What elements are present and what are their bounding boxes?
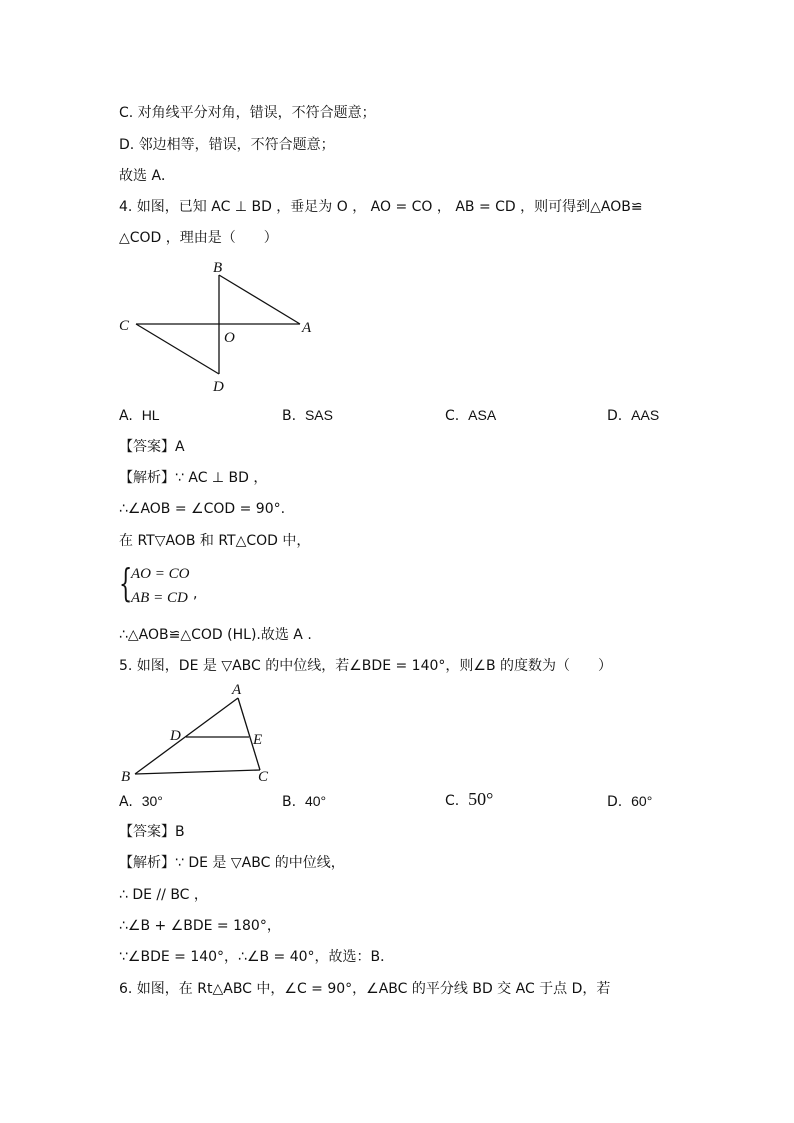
q4-system-eq1: AO = CO (131, 566, 190, 582)
q4-line-cd (136, 324, 219, 374)
q5-line-ab (135, 698, 238, 774)
q3-option-d-analysis: D. 邻边相等，错误，不符合题意； (119, 137, 335, 153)
q4-label-o: O (224, 330, 235, 346)
q4-line-ba (219, 275, 300, 324)
q5-option-b: B. 40° (282, 793, 327, 810)
q5-analysis-3: ∴∠B + ∠BDE = 180°， (119, 918, 281, 934)
q4-conclusion: ∴△AOB≌△COD (HL).故选 A . (119, 627, 312, 643)
q5-option-d: D. 60° (607, 793, 653, 810)
q5-line-bc (135, 770, 260, 774)
q5-answer: 【答案】B (119, 824, 185, 840)
q5-analysis-2: ∴ DE // BC ， (119, 887, 208, 903)
q4-system-eq2: AB = CD (131, 590, 188, 606)
q5-option-c: C. 50° (445, 789, 494, 809)
q3-choose: 故选 A． (119, 168, 176, 184)
q4-figure (115, 255, 325, 395)
q5-stem: 5. 如图，DE 是 ▽ABC 的中位线，若∠BDE = 140°，则∠B 的度数为（ ） (119, 658, 612, 674)
q5-label-b: B (121, 769, 131, 785)
q6-stem: 6. 如图，在 Rt△ABC 中，∠C = 90°，∠ABC 的平分线 BD 交 AC 于点 D，若 (119, 981, 611, 997)
q4-analysis-2: ∴∠AOB = ∠COD = 90°. (119, 501, 286, 517)
q5-label-a: A (232, 682, 242, 698)
q4-option-d: D. AAS (607, 407, 660, 424)
q4-label-d: D (213, 379, 224, 395)
q4-label-c: C (119, 318, 130, 334)
q5-label-d: D (170, 728, 181, 744)
q4-stem-line2: △COD ，理由是（ ） (119, 230, 278, 246)
q4-analysis-3: 在 RT▽AOB 和 RT△COD 中， (119, 533, 311, 549)
q4-option-b: B. SAS (282, 407, 333, 424)
q3-option-c-analysis: C. 对角线平分对角，错误，不符合题意； (119, 105, 376, 121)
q4-stem-line1: 4. 如图，已知 AC ⊥ BD ，垂足为 O ， AO = CO ， AB = CD ，则可得到△AOB≌ (119, 199, 643, 215)
q5-label-c: C (258, 769, 269, 785)
q5-figure (115, 678, 280, 788)
q5-option-a: A. 30° (119, 793, 163, 810)
q4-option-a: A. HL (119, 407, 160, 424)
q5-label-e: E (253, 732, 263, 748)
q4-analysis-1: 【解析】∵ AC ⊥ BD ， (119, 470, 268, 486)
q5-analysis-4: ∵∠BDE = 140°，∴∠B = 40°，故选：B． (119, 949, 395, 965)
q4-label-b: B (213, 260, 223, 276)
q5-analysis-1: 【解析】∵ DE 是 ▽ABC 的中位线， (119, 855, 345, 871)
q4-system-comma: , (193, 586, 198, 602)
q4-option-c: C. ASA (445, 407, 497, 424)
q4-system-brace: { (119, 561, 133, 605)
q4-answer: 【答案】A (119, 439, 185, 455)
q4-label-a: A (302, 320, 312, 336)
